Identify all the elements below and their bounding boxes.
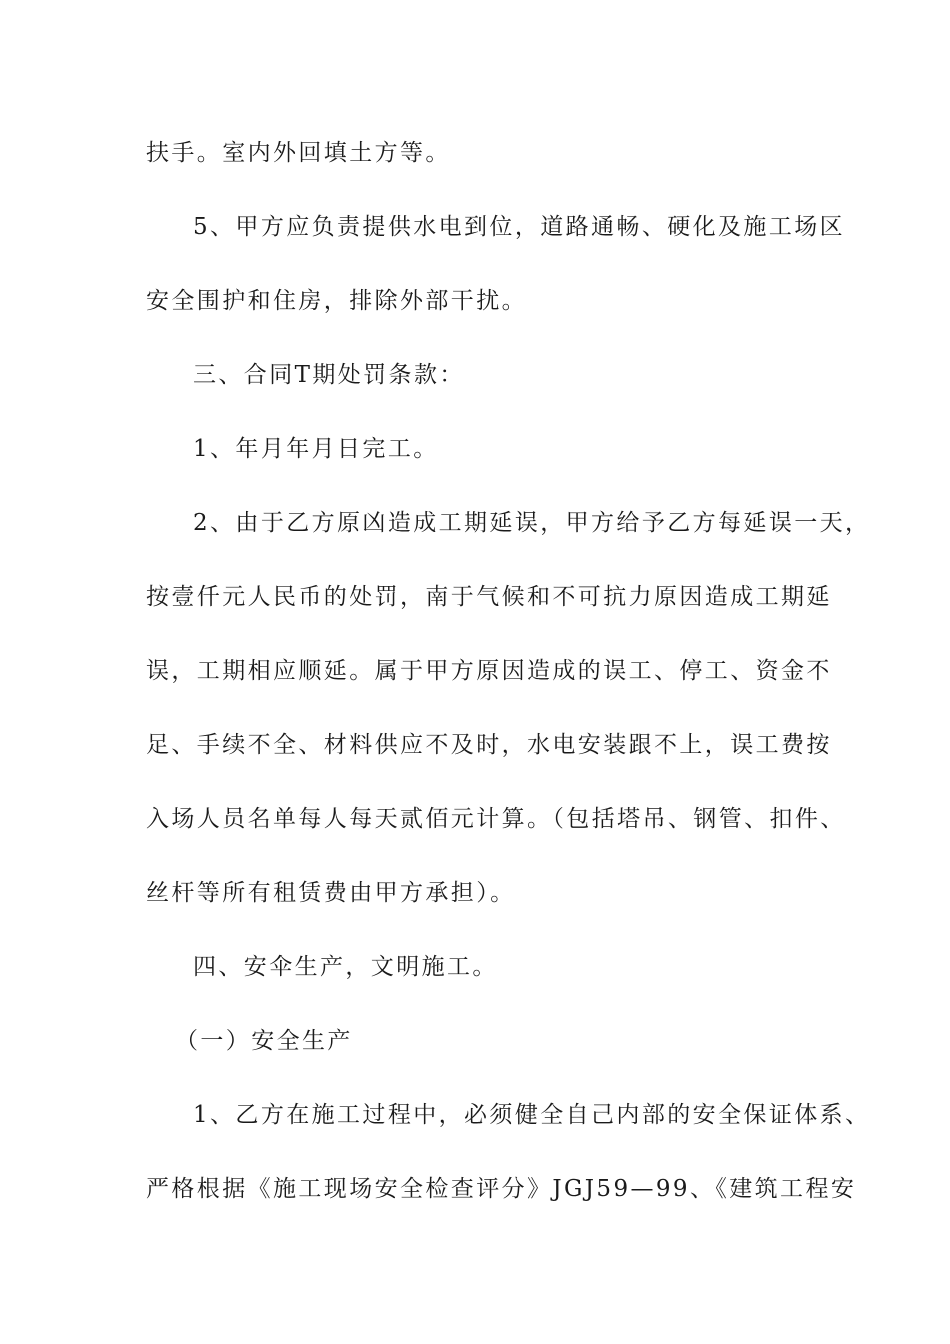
subsection-heading: （一）安全生产 [175, 1028, 353, 1054]
text-line: 严格根据《施工现场安全检查评分》JGJ59—99、《建筑工程安 [146, 1176, 857, 1202]
text-line: 1、乙方在施工过程中，必须健全自己内部的安全保证体系、 [193, 1102, 871, 1128]
section-heading: 四、安伞生产，文明施工。 [193, 954, 498, 980]
text-line: 误，工期相应顺延。属于甲方原因造成的误工、停工、资金不 [146, 658, 832, 684]
text-line: 足、手续不全、材料供应不及时，水电安装跟不上，误工费按 [146, 732, 832, 758]
section-heading: 三、合同T期处罚条款： [193, 362, 465, 388]
text-line: 入场人员名单每人每天贰佰元计算。（包括塔吊、钢管、扣件、 [146, 806, 846, 832]
text-line: 按壹仟元人民币的处罚，南于气候和不可抗力原因造成工期延 [146, 584, 832, 610]
text-line: 丝杆等所有租赁费由甲方承担）。 [146, 880, 516, 906]
text-line: 扶手。室内外回填土方等。 [146, 140, 451, 166]
text-line: 2、由于乙方原凶造成工期延误，甲方给予乙方每延误一天， [193, 510, 871, 536]
text-line: 5、甲方应负责提供水电到位，道路通畅、硬化及施工场区 [193, 214, 846, 240]
text-line: 1、年月年月日完工。 [193, 436, 439, 462]
text-line: 安全围护和住房，排除外部干扰。 [146, 288, 527, 314]
